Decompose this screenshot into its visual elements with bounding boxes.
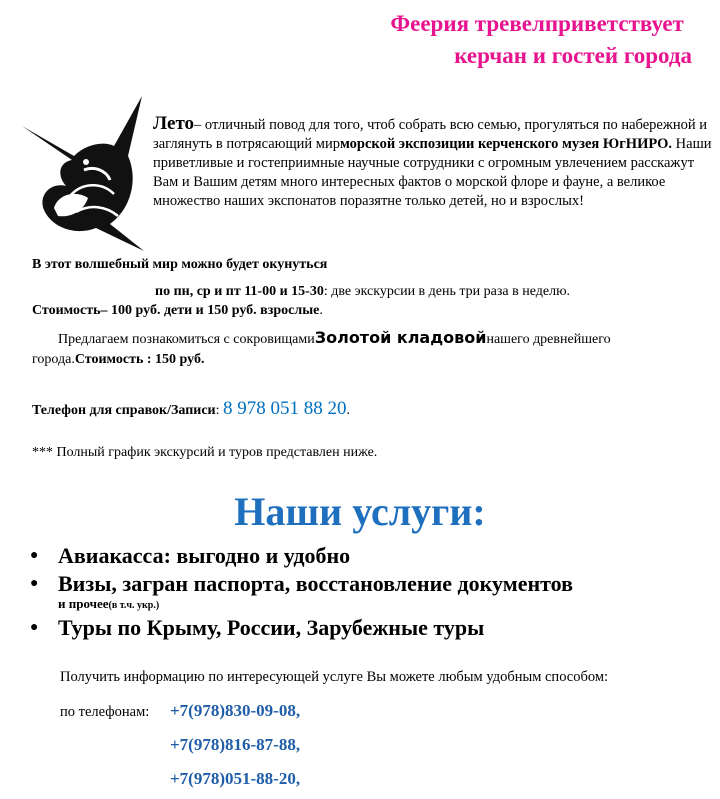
service-visas-sub-note: (в т.ч. укр.) xyxy=(108,600,160,611)
contact-end: . xyxy=(346,403,351,418)
service-visas-sub xyxy=(58,596,573,612)
phone-1[interactable]: +7(978)830-09-08, xyxy=(170,701,301,720)
schedule-price: Стоимость– 100 руб. дети и 150 руб. взрослые xyxy=(32,303,320,318)
contact-label: Телефон для справок/Записи xyxy=(32,403,216,418)
list-item xyxy=(30,570,573,598)
bullet-dot: ● xyxy=(30,548,39,563)
schedule-days-rest: : две экскурсии в день три раза в неделю. xyxy=(323,284,571,299)
intro-text-1: – отличный повод для того, чтоб собрать всю семью, прогуляться по набережной и заглянуть в потрясающий мир xyxy=(153,117,708,152)
service-tours: Туры по Крыму, России, Зарубежные туры xyxy=(58,615,485,640)
schedule-note: *** Полный график экскурсий и туров представлен ниже. xyxy=(32,445,378,460)
phone-3[interactable]: +7(978)051-88-20, xyxy=(170,769,301,788)
service-aviation: Авиакасса: выгодно и удобно xyxy=(58,543,351,568)
bullet-dot: ● xyxy=(30,620,39,635)
phones-label: по телефонам: xyxy=(60,704,150,720)
title-line-1: Феерия тревелприветствует xyxy=(390,11,684,36)
treasury-paragraph xyxy=(32,328,716,370)
intro-lead: Лето xyxy=(153,113,195,134)
treasury-big: Золотой кладовой xyxy=(314,328,487,347)
intro-text-2: Наши приветливые и гостеприимные научные сотрудники с огромным увлечением расскажут Вам и Вашим детям много интересных фактов о морской флоре и фауне, а великое множество наших экспонатов поразятне только детей, но и взрослых! xyxy=(153,136,712,209)
list-item xyxy=(30,542,573,570)
intro-museum: морской экспозиции керченского музея ЮгНИРО. xyxy=(339,136,673,152)
intro-paragraph xyxy=(153,114,718,211)
service-visas: Визы, загран паспорта, восстановление документов xyxy=(58,571,574,596)
title-line-2: керчан и гостей города xyxy=(454,43,692,68)
schedule-line-1: В этот волшебный мир можно будет окунуться xyxy=(32,257,328,272)
phone-2[interactable]: +7(978)816-87-88, xyxy=(170,735,301,754)
list-item xyxy=(30,614,573,642)
schedule-days-line xyxy=(155,283,570,301)
services-info: Получить информацию по интересующей услуге Вы можете любым удобным способом: xyxy=(60,669,609,685)
services-heading: Наши услуги: xyxy=(234,489,486,534)
schedule-price-end: . xyxy=(319,303,323,318)
treasury-text-2: нашего древнейшего города. xyxy=(32,332,611,367)
service-visas-sub-text: и прочее xyxy=(58,596,109,611)
contact-phone[interactable]: 8 978 051 88 20 xyxy=(223,398,347,419)
treasury-price: Стоимость : 150 руб. xyxy=(74,352,205,367)
bullet-dot: ● xyxy=(30,576,39,591)
swordfish-icon xyxy=(14,86,149,251)
treasury-text-1: Предлагаем познакомиться с сокровищами xyxy=(58,332,315,347)
contact-line xyxy=(32,397,350,423)
services-list xyxy=(30,542,573,642)
schedule-price-line xyxy=(32,302,323,320)
page-title xyxy=(382,8,692,72)
contact-colon: : xyxy=(215,403,224,418)
schedule-days: по пн, ср и пт 11-00 и 15-30 xyxy=(155,284,324,299)
